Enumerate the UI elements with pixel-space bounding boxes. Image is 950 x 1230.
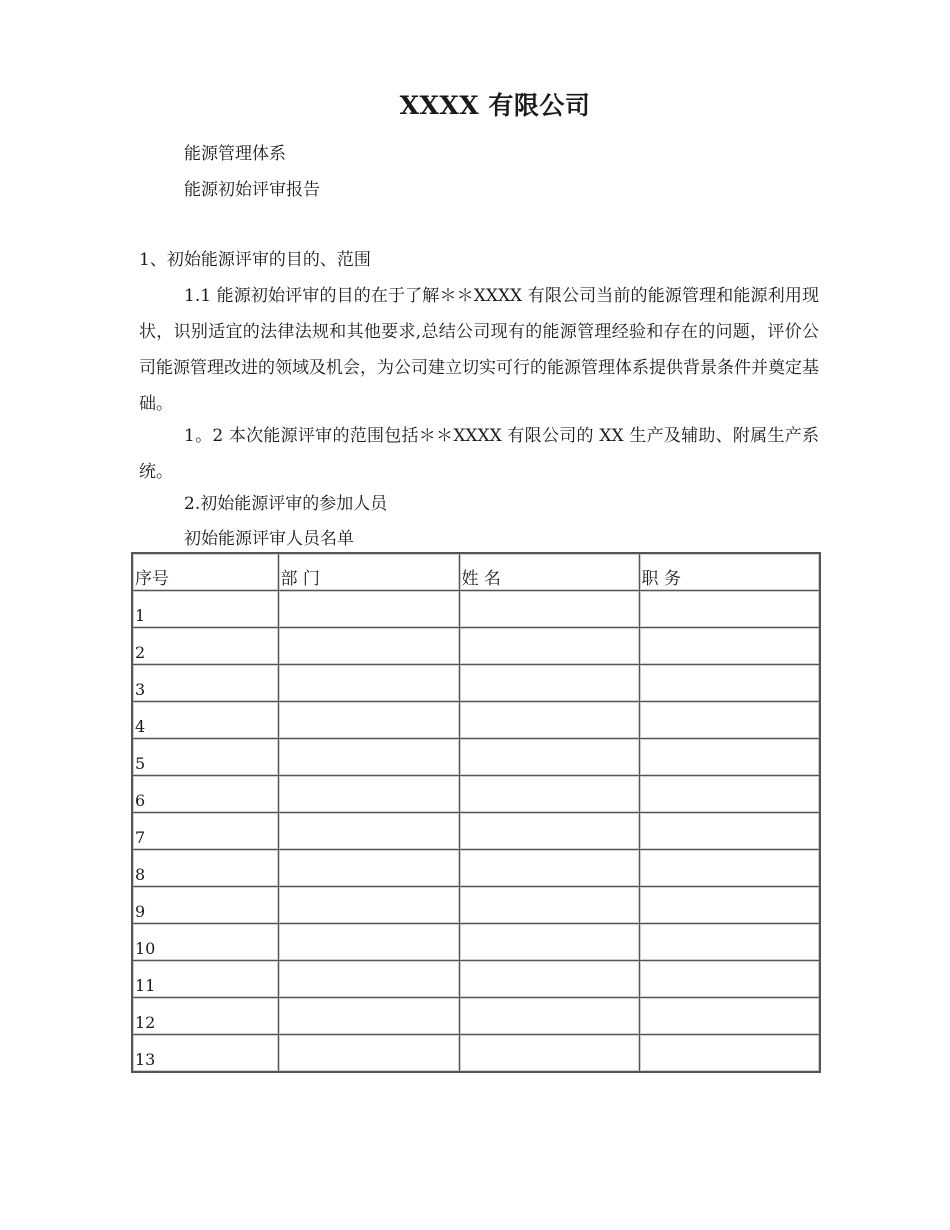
cell-department bbox=[278, 887, 459, 924]
reviewer-list-table bbox=[131, 552, 821, 1073]
cell-serial-number: 10 bbox=[132, 924, 278, 961]
table-row bbox=[132, 628, 820, 665]
cell-position bbox=[639, 1035, 820, 1073]
cell-name bbox=[459, 887, 639, 924]
cell-department bbox=[278, 1035, 459, 1073]
cell-name bbox=[459, 1035, 639, 1073]
cell-name bbox=[459, 702, 639, 739]
section-2-heading: 2.初始能源评审的参加人员 bbox=[184, 494, 388, 514]
table-row bbox=[132, 850, 820, 887]
subtitle-initial-review-report: 能源初始评审报告 bbox=[184, 180, 320, 200]
cell-name bbox=[459, 628, 639, 665]
cell-department bbox=[278, 591, 459, 628]
header-name: 姓 名 bbox=[459, 553, 639, 591]
table-row bbox=[132, 739, 820, 776]
cell-serial-number: 13 bbox=[132, 1035, 278, 1073]
table-row bbox=[132, 961, 820, 998]
cell-serial-number: 4 bbox=[132, 702, 278, 739]
cell-department bbox=[278, 998, 459, 1035]
cell-position bbox=[639, 887, 820, 924]
cell-department bbox=[278, 739, 459, 776]
cell-position bbox=[639, 702, 820, 739]
cell-position bbox=[639, 628, 820, 665]
cell-name bbox=[459, 961, 639, 998]
subtitle-energy-management-system: 能源管理体系 bbox=[184, 144, 286, 164]
cell-serial-number: 1 bbox=[132, 591, 278, 628]
cell-serial-number: 2 bbox=[132, 628, 278, 665]
cell-position bbox=[639, 591, 820, 628]
cell-serial-number: 9 bbox=[132, 887, 278, 924]
cell-position bbox=[639, 739, 820, 776]
paragraph-1-1: 1.1 能源初始评审的目的在于了解＊＊XXXX 有限公司当前的能源管理和能源利用现状，识别适宜的法律法规和其他要求,总结公司现有的能源管理经验和存在的问题，评价公司能源管理改进的领域及机会，为公司建立切实可行的能源管理体系提供背景条件并奠定基础。 bbox=[139, 286, 819, 414]
cell-department bbox=[278, 850, 459, 887]
cell-serial-number: 3 bbox=[132, 665, 278, 702]
header-position: 职 务 bbox=[639, 553, 820, 591]
cell-position bbox=[639, 813, 820, 850]
cell-position bbox=[639, 924, 820, 961]
cell-serial-number: 12 bbox=[132, 998, 278, 1035]
table-row bbox=[132, 998, 820, 1035]
cell-position bbox=[639, 850, 820, 887]
cell-department bbox=[278, 628, 459, 665]
cell-department bbox=[278, 702, 459, 739]
cell-department bbox=[278, 665, 459, 702]
table-row bbox=[132, 776, 820, 813]
section-1-heading: 1、初始能源评审的目的、范围 bbox=[139, 250, 371, 270]
cell-name bbox=[459, 850, 639, 887]
table-row bbox=[132, 924, 820, 961]
cell-serial-number: 6 bbox=[132, 776, 278, 813]
header-department: 部 门 bbox=[278, 553, 459, 591]
cell-name bbox=[459, 739, 639, 776]
document-title: XXXX 有限公司 bbox=[399, 91, 591, 120]
cell-position bbox=[639, 776, 820, 813]
cell-serial-number: 7 bbox=[132, 813, 278, 850]
cell-name bbox=[459, 665, 639, 702]
table-row bbox=[132, 887, 820, 924]
table-body bbox=[132, 591, 820, 1073]
cell-department bbox=[278, 961, 459, 998]
cell-department bbox=[278, 924, 459, 961]
table-row bbox=[132, 1035, 820, 1073]
cell-name bbox=[459, 591, 639, 628]
table-caption: 初始能源评审人员名单 bbox=[184, 529, 354, 549]
table-row bbox=[132, 591, 820, 628]
cell-position bbox=[639, 961, 820, 998]
cell-position bbox=[639, 998, 820, 1035]
cell-position bbox=[639, 665, 820, 702]
table-row bbox=[132, 813, 820, 850]
cell-name bbox=[459, 924, 639, 961]
header-serial-number: 序号 bbox=[132, 553, 278, 591]
cell-department bbox=[278, 776, 459, 813]
cell-serial-number: 11 bbox=[132, 961, 278, 998]
paragraph-1-2: 1。2 本次能源评审的范围包括＊＊XXXX 有限公司的 XX 生产及辅助、附属生产系统。 bbox=[139, 426, 819, 482]
cell-department bbox=[278, 813, 459, 850]
table-row bbox=[132, 665, 820, 702]
cell-name bbox=[459, 998, 639, 1035]
table-header-row bbox=[132, 553, 820, 591]
cell-serial-number: 8 bbox=[132, 850, 278, 887]
table-row bbox=[132, 702, 820, 739]
cell-name bbox=[459, 813, 639, 850]
cell-name bbox=[459, 776, 639, 813]
cell-serial-number: 5 bbox=[132, 739, 278, 776]
